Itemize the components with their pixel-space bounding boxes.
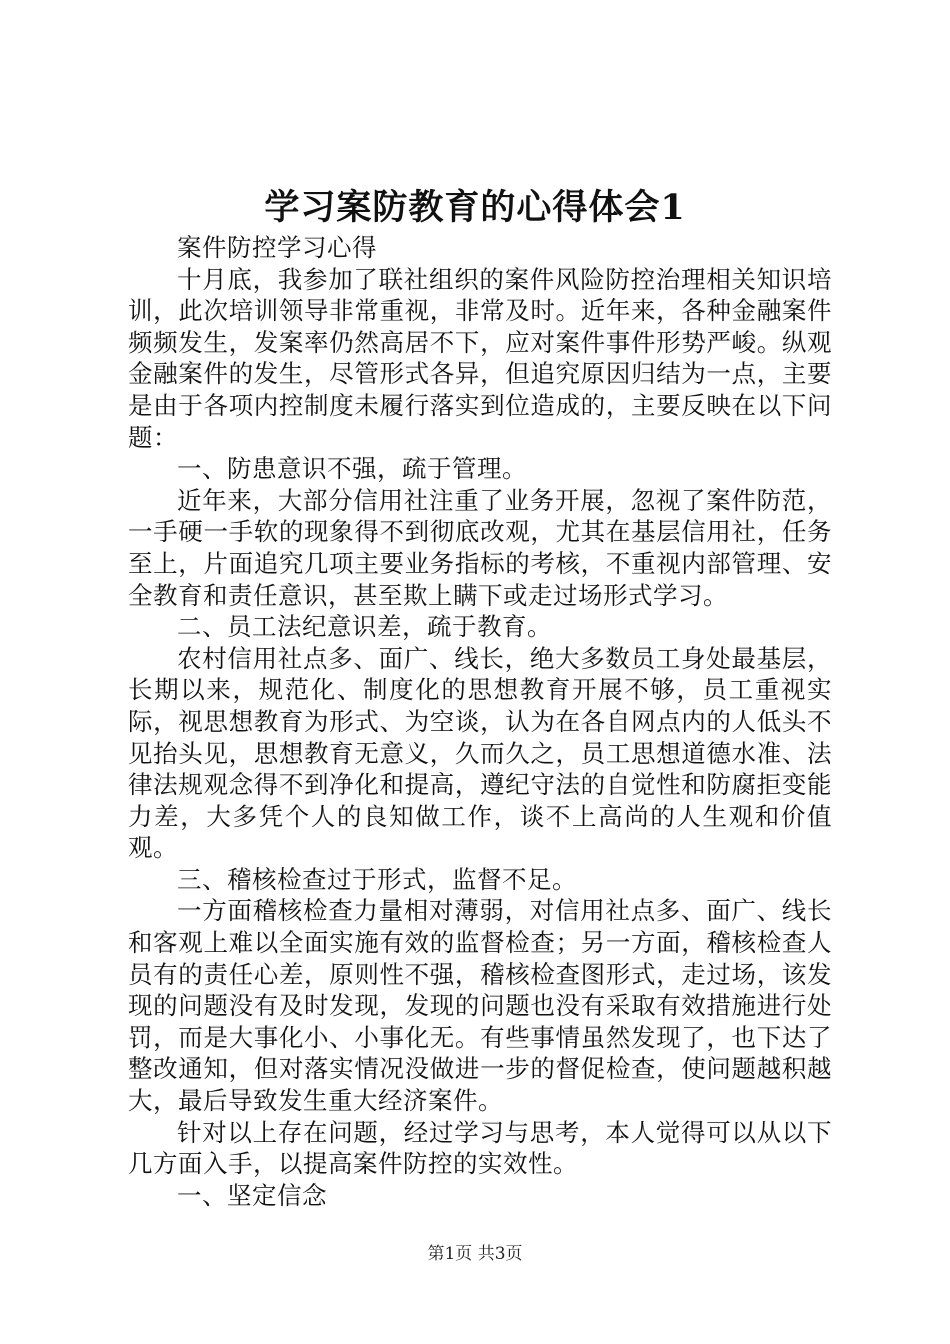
paragraph: 案件防控学习心得 bbox=[177, 233, 377, 262]
paragraph: 十月底，我参加了联社组织的案件风险防控治理相关知识培训，此次培训领导非常重视，非常及时。近年来，各种金融案件频频发生，发案率仍然高居不下，应对案件事件形势严峻。纵观金融案件的发生，尽管形式各异，但追究原因归结为一点，主要是由于各项内控制度未履行落实到位造成的，主要反映在以下问题： bbox=[128, 264, 832, 452]
section-heading: 一、坚定信念 bbox=[177, 1180, 327, 1210]
paragraph: 一方面稽核检查力量相对薄弱，对信用社点多、面广、线长和客观上难以全面实施有效的监督检查；另一方面，稽核检查人员有的责任心差，原则性不强，稽核检查图形式，走过场，该发现的问题没有及时发现，发现的问题也没有采取有效措施进行处罚，而是大事化小、小事化无。有些事情虽然发现了，也下达了整改通知，但对落实情况没做进一步的督促检查，使问题越积越大，最后导致发生重大经济案件。 bbox=[128, 896, 832, 1116]
paragraph: 近年来，大部分信用社注重了业务开展，忽视了案件防范，一手硬一手软的现象得不到彻底改观，尤其在基层信用社，任务至上，片面追究几项主要业务指标的考核，不重视内部管理、安全教育和责任意识，甚至欺上瞒下或走过场形式学习。 bbox=[128, 485, 832, 610]
paragraph: 针对以上存在问题，经过学习与思考，本人觉得可以从以下几方面入手，以提高案件防控的实效性。 bbox=[128, 1117, 832, 1179]
page-footer: 第1页 共3页 bbox=[427, 1244, 523, 1264]
section-heading: 二、员工法纪意识差，疏于教育。 bbox=[177, 612, 552, 642]
section-heading: 一、防患意识不强，疏于管理。 bbox=[177, 454, 527, 484]
section-heading: 三、稽核检查过于形式，监督不足。 bbox=[177, 864, 577, 894]
document-title: 学习案防教育的心得体会1 bbox=[264, 187, 686, 228]
paragraph: 农村信用社点多、面广、线长，绝大多数员工身处最基层，长期以来，规范化、制度化的思想教育开展不够，员工重视实际，视思想教育为形式、为空谈，认为在各自网点内的人低头不见抬头见，思想教育无意义，久而久之，员工思想道德水准、法律法规观念得不到净化和提高，遵纪守法的自觉性和防腐拒变能力差，大多凭个人的良知做工作，谈不上高尚的人生观和价值观。 bbox=[128, 643, 832, 863]
document-body bbox=[128, 232, 832, 1211]
